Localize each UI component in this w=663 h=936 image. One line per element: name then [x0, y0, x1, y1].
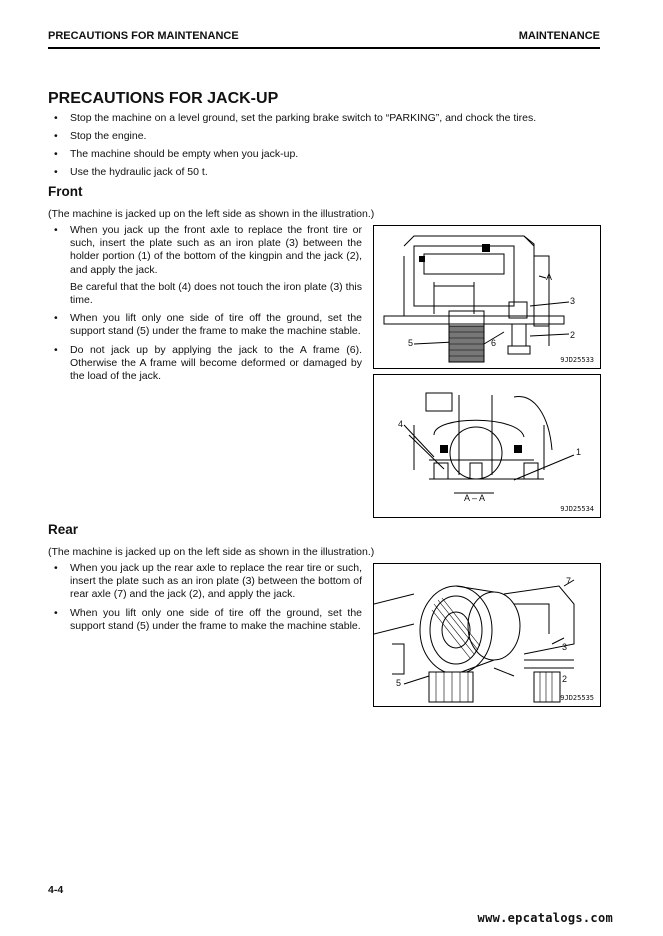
section-label: A – A — [464, 493, 486, 503]
front-bullet-1-caution: Be careful that the bolt (4) does not touch the iron plate (3) this time. — [70, 280, 362, 307]
front-bullet-1: • When you jack up the front axle to replace the front tire or such, insert the plate such as an iron plate (3) between the holder portion (1) of the bottom of the kingpin and the jack (2), and apply the jack. — [70, 224, 362, 276]
rear-heading: Rear — [48, 522, 79, 537]
front-instructions-list — [54, 224, 362, 388]
header-section-title: PRECAUTIONS FOR MAINTENANCE — [48, 30, 239, 42]
rear-jack-illustration — [373, 563, 601, 707]
label-5: 5 — [396, 678, 402, 688]
header-divider — [48, 47, 600, 49]
figure-code: 9JD25533 — [560, 356, 594, 364]
front-jack-illustration — [373, 225, 601, 369]
list-item — [54, 344, 362, 384]
label-5: 5 — [408, 338, 414, 348]
label-2: 2 — [562, 674, 568, 684]
label-1: 1 — [576, 447, 582, 457]
label-4: 4 — [398, 419, 404, 429]
list-item: • Stop the engine. — [54, 130, 604, 143]
label-a: A — [546, 272, 553, 282]
front-note: (The machine is jacked up on the left side as shown in the illustration.) — [48, 208, 375, 220]
label-6: 6 — [491, 338, 497, 348]
list-item: • The machine should be empty when you jack-up. — [54, 148, 604, 161]
rear-bullet-2: • When you lift only one side of tire off the ground, set the support stand (5) under the frame to make the machine stable. — [70, 606, 362, 632]
watermark: www.epcatalogs.com — [477, 911, 613, 925]
rear-note: (The machine is jacked up on the left side as shown in the illustration.) — [48, 546, 375, 558]
front-section-drawing — [374, 375, 600, 517]
page-title: PRECAUTIONS FOR JACK-UP — [48, 90, 279, 107]
header-chapter-title: MAINTENANCE — [518, 30, 600, 42]
list-item — [54, 562, 362, 602]
rear-instructions-list — [54, 562, 362, 638]
label-7: 7 — [566, 576, 572, 586]
front-heading: Front — [48, 184, 83, 199]
label-3: 3 — [570, 296, 576, 306]
page-header — [48, 30, 600, 44]
list-item — [54, 312, 362, 338]
list-item: • Use the hydraulic jack of 50 t. — [54, 166, 604, 179]
page-number: 4-4 — [48, 884, 64, 896]
list-item — [54, 224, 362, 307]
label-2: 2 — [570, 330, 576, 340]
front-bullet-3: • Do not jack up by applying the jack to the A frame (6). Otherwise the A frame will become deformed or damaged by the load of the jack. — [70, 343, 362, 383]
figure-code: 9JD25535 — [560, 694, 594, 702]
label-3: 3 — [562, 642, 568, 652]
list-item: • Stop the machine on a level ground, set the parking brake switch to “PARKING”, and chock the tires. — [54, 112, 604, 125]
rear-bullet-1: • When you jack up the rear axle to replace the rear tire or such, insert the plate such as an iron plate (3) between the bottom of rear axle (7) and the jack (2), and apply the jack. — [70, 562, 362, 601]
figure-code: 9JD25534 — [560, 505, 594, 513]
front-bullet-2: • When you lift only one side of tire off the ground, set the support stand (5) under the frame to make the machine stable. — [70, 312, 362, 338]
front-section-illustration — [373, 374, 601, 518]
list-item — [54, 607, 362, 633]
general-precautions-list — [54, 112, 604, 184]
